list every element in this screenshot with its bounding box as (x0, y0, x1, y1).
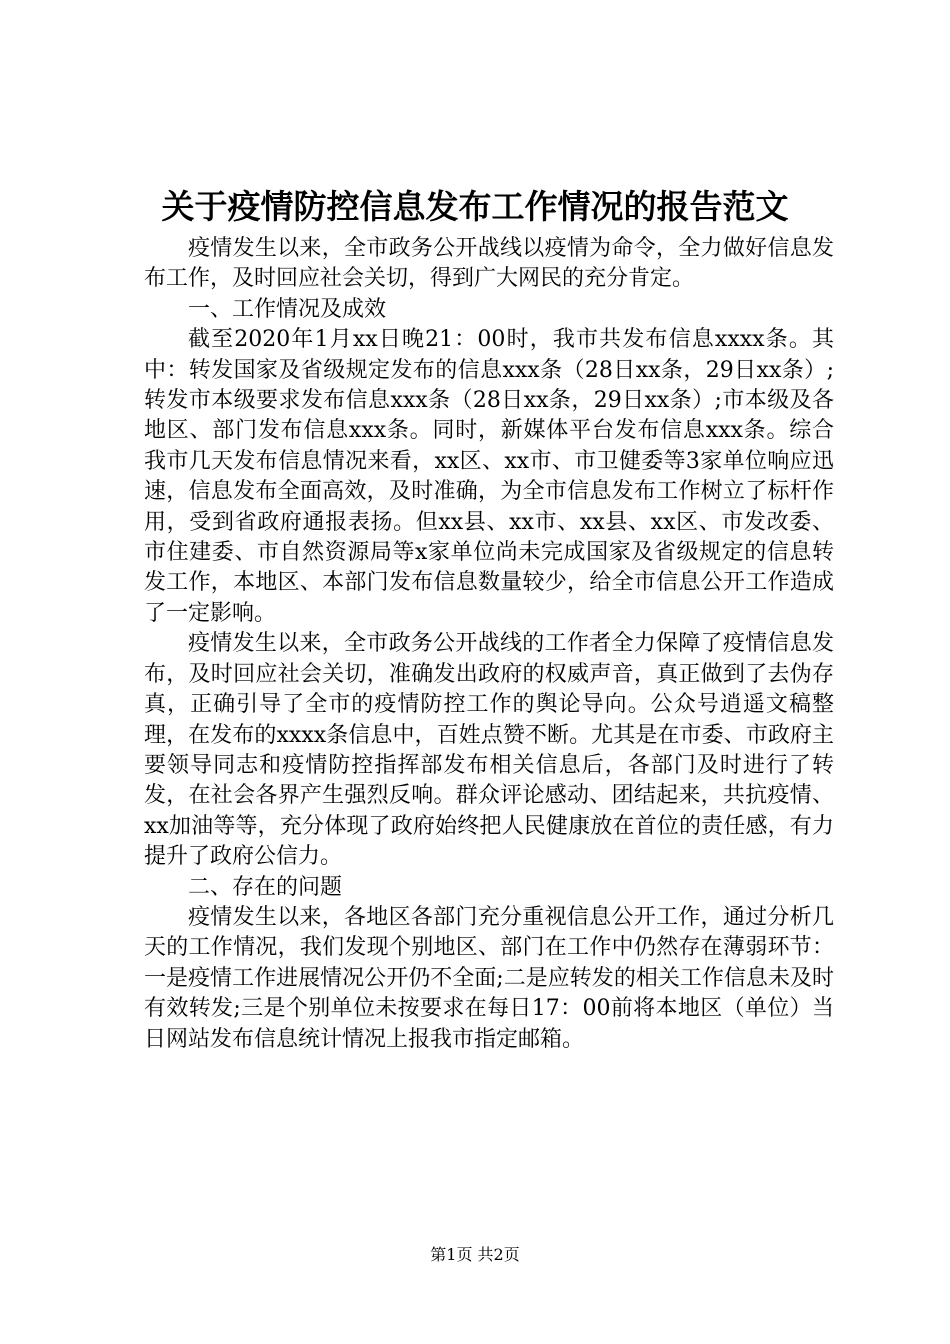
problems-paragraph: 疫情发生以来，各地区各部门充分重视信息公开工作，通过分析几天的工作情况，我们发现个别地区、部门在工作中仍然存在薄弱环节：一是疫情工作进展情况公开仍不全面;二是应转发的相关工作信息未及时有效转发;三是个别单位未按要求在每日17：00前将本地区（单位）当日网站发布信息统计情况上报我市指定邮箱。 (144, 904, 834, 1052)
section-heading-1: 一、工作情况及成效 (188, 296, 387, 322)
intro-paragraph: 疫情发生以来，全市政务公开战线以疫情为命令，全力做好信息发布工作，及时回应社会关切，得到广大网民的充分肯定。 (144, 236, 834, 292)
section-heading-2: 二、存在的问题 (188, 874, 343, 900)
outcome-paragraph: 疫情发生以来，全市政务公开战线的工作者全力保障了疫情信息发布，及时回应社会关切，准确发出政府的权威声音，真正做到了去伪存真，正确引导了全市的疫情防控工作的舆论导向。公众号逍遥文稿整理，在发布的xxxx条信息中，百姓点赞不断。尤其是在市委、市政府主要领导同志和疫情防控指挥部发布相关信息后，各部门及时进行了转发，在社会各界产生强烈反响。群众评论感动、团结起来，共抗疫情、xx加油等等，充分体现了政府始终把人民健康放在首位的责任感，有力提升了政府公信力。 (144, 631, 834, 870)
page-number-footer: 第1页 共2页 (430, 1245, 520, 1264)
document-body (144, 234, 834, 1055)
document-title: 关于疫情防控信息发布工作情况的报告范文 (161, 187, 789, 226)
work-status-paragraph: 截至2020年1月xx日晚21：00时，我市共发布信息xxxx条。其中：转发国家及省级规定发布的信息xxx条（28日xx条，29日xx条）;转发市本级要求发布信息xxx条（28日xx条，29日xx条）;市本级及各地区、部门发布信息xxx条。同时，新媒体平台发布信息xxx条。综合我市几天发布信息情况来看，xx区、xx市、市卫健委等3家单位响应迅速，信息发布全面高效，及时准确，为全市信息发布工作树立了标杆作用，受到省政府通报表扬。但xx县、xx市、xx县、xx区、市发改委、市住建委、市自然资源局等x家单位尚未完成国家及省级规定的信息转发工作，本地区、本部门发布信息数量较少，给全市信息公开工作造成了一定影响。 (144, 327, 834, 626)
